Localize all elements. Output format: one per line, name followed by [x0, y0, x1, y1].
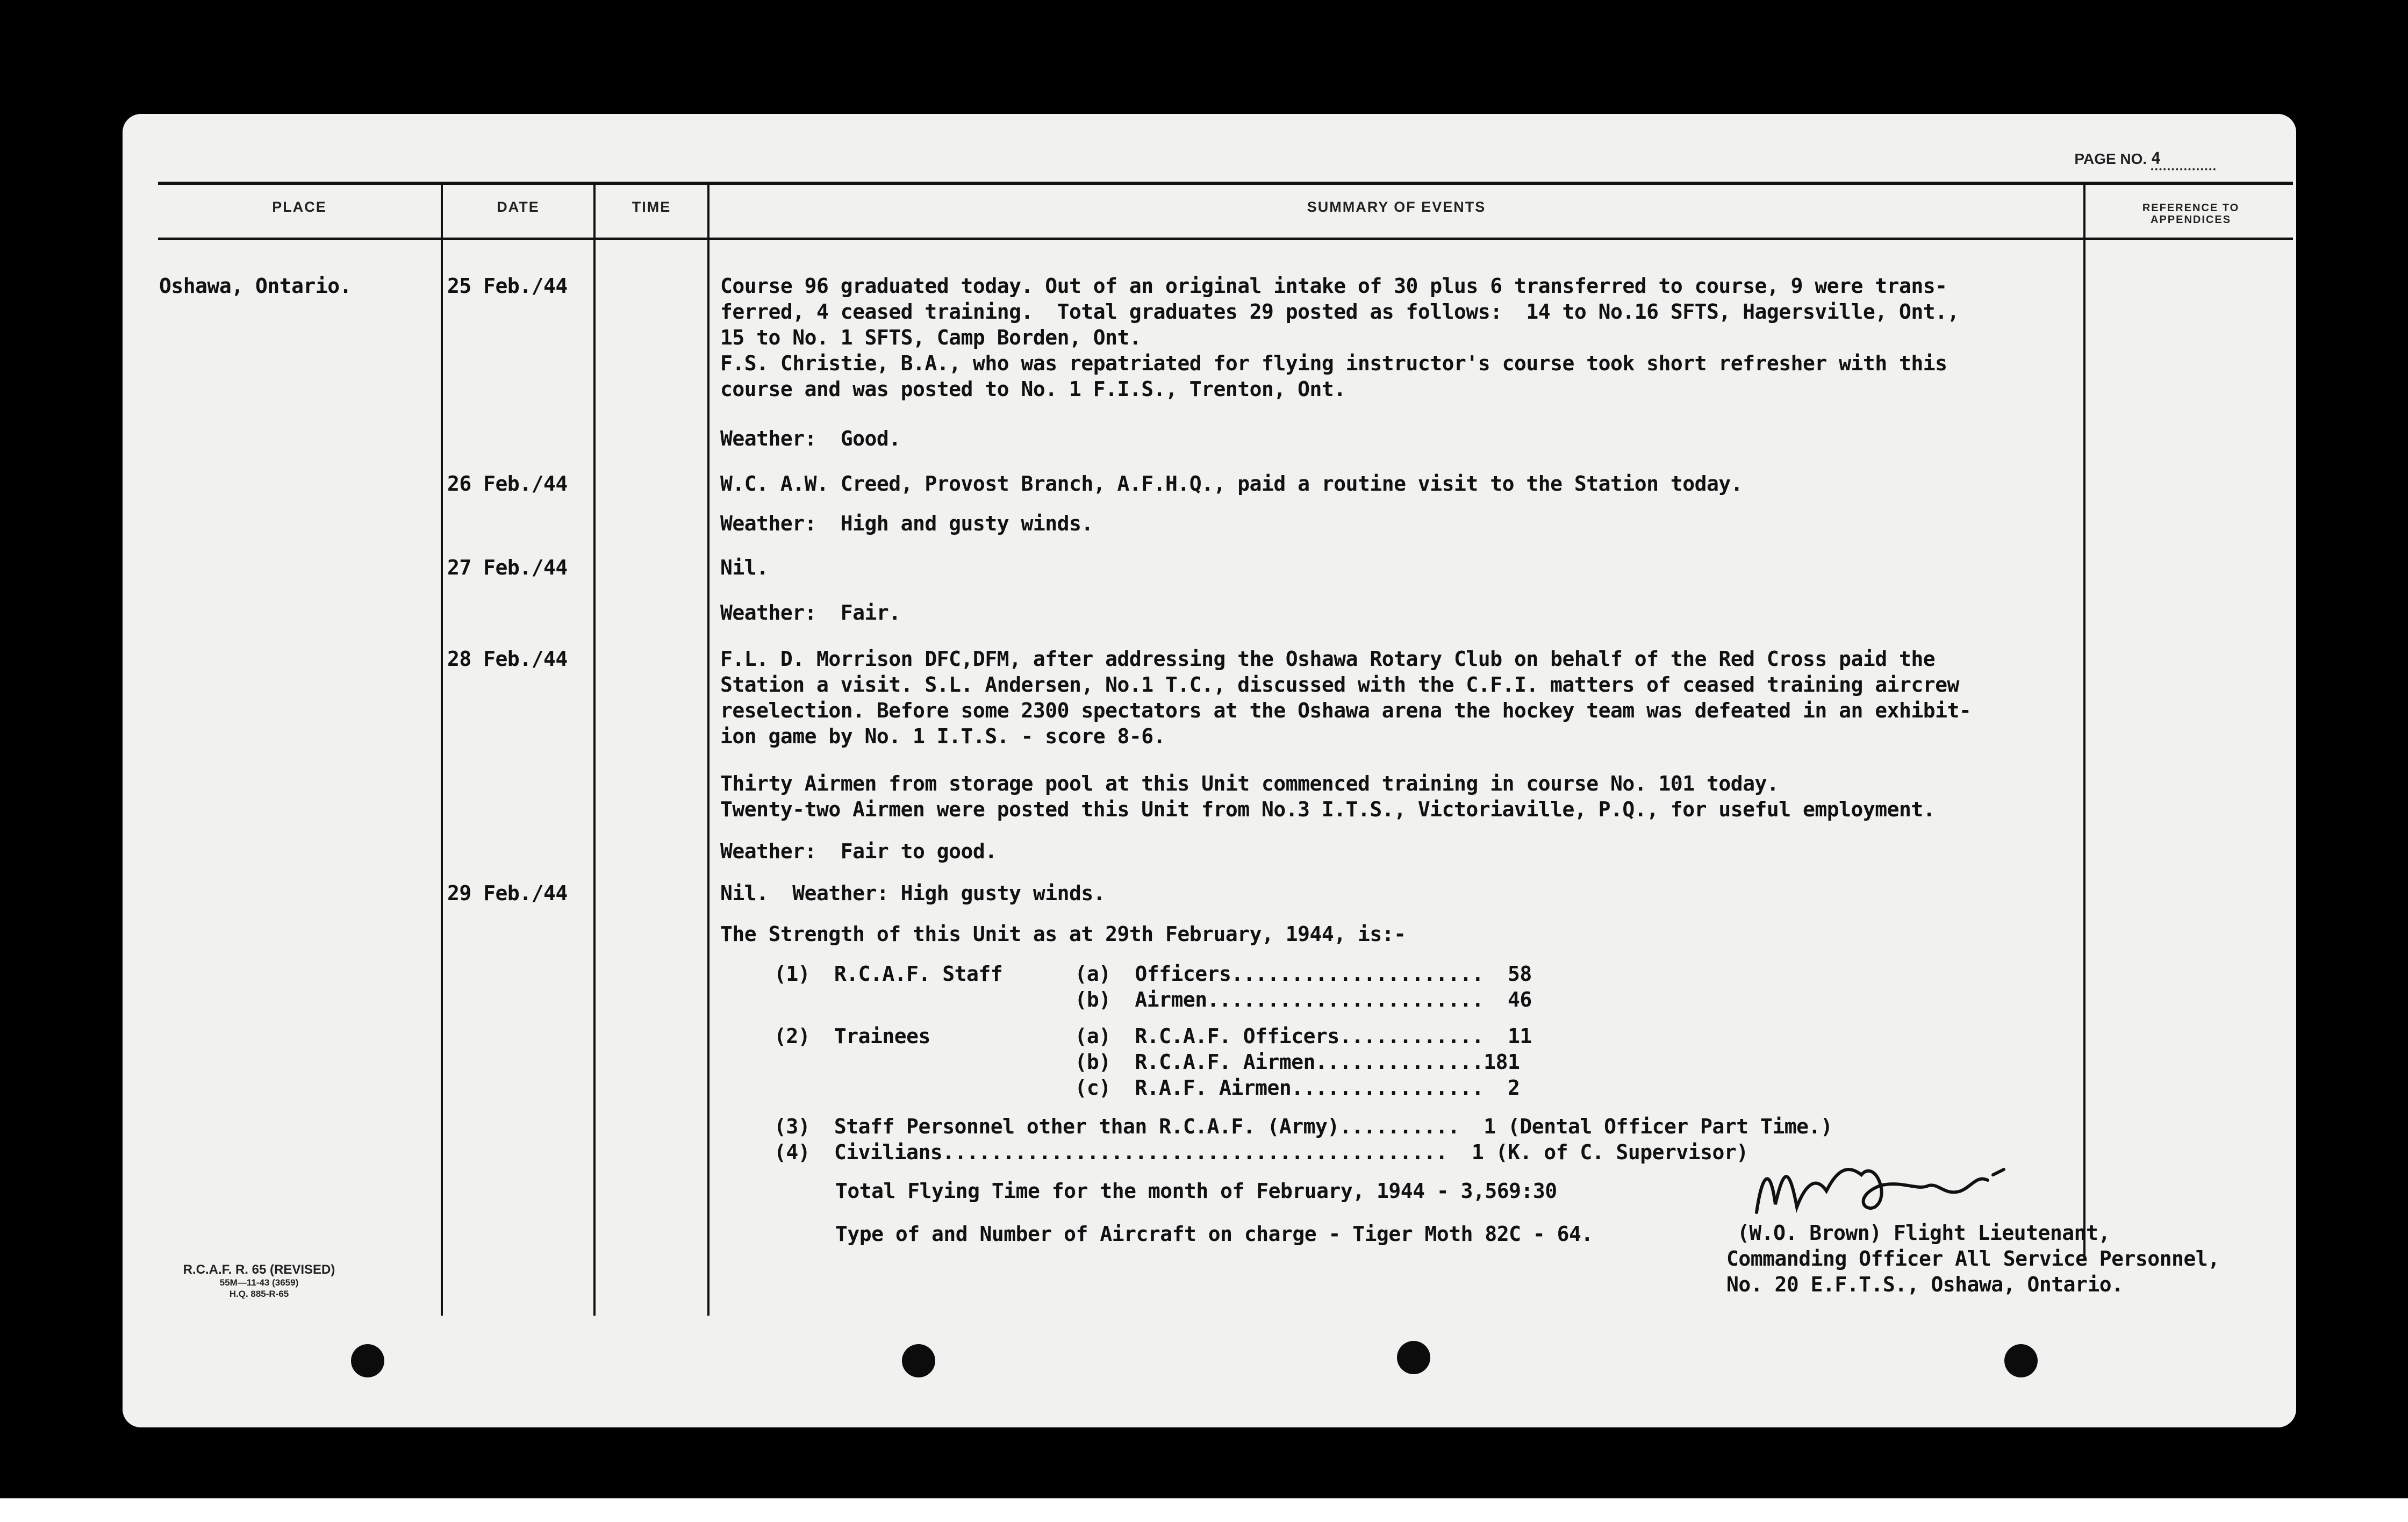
binder-hole	[1397, 1341, 1430, 1374]
page-number	[2074, 149, 2216, 170]
date-28-feb: 28 Feb./44	[447, 647, 568, 671]
date-29-feb: 29 Feb./44	[447, 881, 568, 905]
header-date: DATE	[497, 199, 540, 215]
header-top-rule	[158, 182, 2293, 185]
header-bottom-rule	[158, 238, 2293, 240]
header-reference-line2: APPENDICES	[2150, 214, 2232, 226]
date-27-feb: 27 Feb./44	[447, 556, 568, 579]
header-reference	[2086, 202, 2296, 226]
form-number-line3: H.Q. 885-R-65	[229, 1289, 289, 1299]
entry-28-line-3: reselection. Before some 2300 spectators at the Oshawa arena the hockey team was defeated in an exhibit-	[720, 699, 1972, 722]
flying-time: Total Flying Time for the month of February, 1944 - 3,569:30	[835, 1179, 1557, 1203]
binder-hole	[2004, 1344, 2038, 1377]
strength-intro: The Strength of this Unit as at 29th February, 1944, is:-	[720, 922, 1406, 946]
entry-25-weather: Weather: Good.	[720, 427, 901, 450]
entry-26-weather: Weather: High and gusty winds.	[720, 512, 1093, 535]
strength-row-1a: (1) R.C.A.F. Staff (a) Officers..................... 58	[774, 962, 1532, 986]
entry-27: Nil.	[720, 556, 769, 579]
form-number-line1: R.C.A.F. R. 65 (REVISED)	[183, 1262, 335, 1277]
entry-26: W.C. A.W. Creed, Provost Branch, A.F.H.Q., paid a routine visit to the Station today.	[720, 472, 1743, 496]
strength-row-4: (4) Civilians.......................................... 1 (K. of C. Supervisor)	[774, 1140, 1748, 1164]
handwritten-signature	[1746, 1153, 2230, 1229]
column-divider-date	[593, 185, 596, 1316]
header-place: PLACE	[272, 199, 327, 215]
entry-28-weather: Weather: Fair to good.	[720, 839, 997, 863]
date-26-feb: 26 Feb./44	[447, 472, 568, 496]
strength-row-3: (3) Staff Personnel other than R.C.A.F. (Army).......... 1 (Dental Officer Part Time.)	[774, 1115, 1833, 1138]
signature-unit: No. 20 E.F.T.S., Oshawa, Ontario.	[1726, 1273, 2124, 1296]
entry-28-line-5: Thirty Airmen from storage pool at this Unit commenced training in course No. 101 today.	[720, 772, 1779, 795]
entry-27-weather: Weather: Fair.	[720, 601, 901, 624]
entry-25-line-4: F.S. Christie, B.A., who was repatriated for flying instructor's course took short refresher with this	[720, 351, 1947, 375]
entry-25-line-3: 15 to No. 1 SFTS, Camp Borden, Ont.	[720, 326, 1142, 349]
entry-25-line-5: course and was posted to No. 1 F.I.S., Trenton, Ont.	[720, 377, 1346, 401]
entry-28-line-6: Twenty-two Airmen were posted this Unit from No.3 I.T.S., Victoriaville, P.Q., for useful employment.	[720, 798, 1936, 821]
binder-hole	[902, 1344, 935, 1377]
strength-row-2b: (b) R.C.A.F. Airmen..............181	[774, 1050, 1520, 1074]
entry-29: Nil. Weather: High gusty winds.	[720, 881, 1106, 905]
signature-appointment: Commanding Officer All Service Personnel,	[1726, 1247, 2220, 1270]
page-number-value: 4	[2151, 149, 2216, 170]
column-divider-summary	[2083, 185, 2086, 1260]
signature-name-title: (W.O. Brown) Flight Lieutenant,	[1737, 1221, 2110, 1245]
column-divider-time	[707, 185, 710, 1316]
header-reference-line1: REFERENCE TO	[2142, 202, 2240, 214]
entry-28-line-4: ion game by No. 1 I.T.S. - score 8-6.	[720, 724, 1165, 748]
page-number-label: PAGE NO.	[2074, 150, 2147, 167]
strength-row-2a: (2) Trainees (a) R.C.A.F. Officers............ 11	[774, 1024, 1532, 1048]
aircraft-on-charge: Type of and Number of Aircraft on charge - Tiger Moth 82C - 64.	[835, 1222, 1593, 1246]
entry-25-line-1: Course 96 graduated today. Out of an original intake of 30 plus 6 transferred to course, 9 were trans-	[720, 274, 1947, 298]
form-number	[162, 1263, 356, 1300]
header-summary: SUMMARY OF EVENTS	[1307, 199, 1486, 215]
strength-row-2c: (c) R.A.F. Airmen................ 2	[774, 1076, 1520, 1100]
header-time: TIME	[632, 199, 671, 215]
date-25-feb: 25 Feb./44	[447, 274, 568, 298]
entry-28-line-2: Station a visit. S.L. Andersen, No.1 T.C., discussed with the C.F.I. matters of ceased training aircrew	[720, 673, 1959, 697]
entry-28-line-1: F.L. D. Morrison DFC,DFM, after addressing the Oshawa Rotary Club on behalf of the Red Cross paid the	[720, 647, 1936, 671]
bottom-border	[0, 1498, 2408, 1522]
place-cell: Oshawa, Ontario.	[159, 274, 352, 298]
diary-sheet	[123, 114, 2296, 1427]
binder-hole	[351, 1344, 384, 1377]
form-number-line2: 55M—11-43 (3659)	[219, 1277, 299, 1288]
entry-25-line-2: ferred, 4 ceased training. Total graduates 29 posted as follows: 14 to No.16 SFTS, Hagersville, Ont.,	[720, 300, 1959, 324]
strength-row-1b: (b) Airmen....................... 46	[774, 988, 1532, 1011]
column-divider-place	[441, 185, 443, 1316]
